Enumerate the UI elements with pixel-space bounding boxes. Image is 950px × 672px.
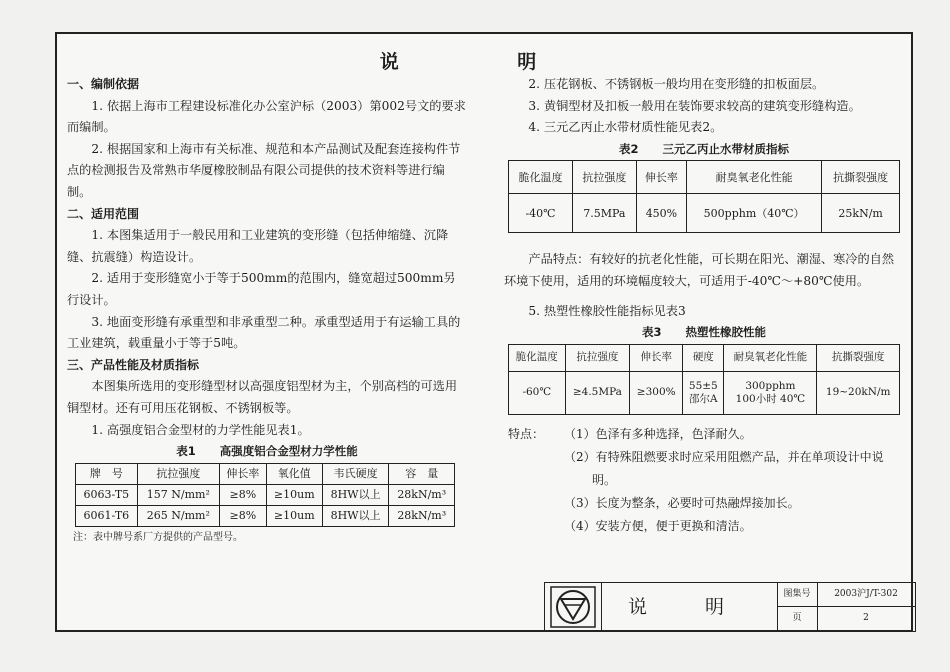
table-row — [76, 505, 455, 526]
table-cell: 6063-T5 — [76, 484, 138, 505]
logo-icon — [545, 583, 602, 631]
right-column — [504, 74, 904, 538]
table-header-row — [509, 344, 900, 371]
table-header-cell: 抗撕裂强度 — [822, 161, 900, 194]
paragraph: 本图集所选用的变形缝型材以高强度铝型材为主，个别高档的可选用铜型材。还有可用压花钢板、不锈钢板等。 — [67, 379, 458, 415]
table2 — [508, 160, 900, 233]
drawing-sheet — [55, 32, 913, 632]
table-header-cell: 抗拉强度 — [137, 463, 219, 484]
paragraph: 4. 三元乙丙止水带材质性能见表2。 — [528, 120, 723, 135]
table-cell: 28kN/m³ — [389, 484, 455, 505]
feature-item: （2）有特殊阻燃要求时应采用阻燃产品，并在单项设计中说明。 — [564, 449, 884, 487]
table-cell: 8HW以上 — [322, 505, 389, 526]
table-header-cell: 脆化温度 — [509, 344, 566, 371]
paragraph: 1. 本图集适用于一般民用和工业建筑的变形缝（包括伸缩缝、沉降缝、抗震缝）构造设计。 — [67, 228, 449, 264]
table-header-cell: 韦氏硬度 — [322, 463, 389, 484]
paragraph: 2. 适用于变形缝宽小于等于500mm的范围内，缝宽超过500mm另行设计。 — [67, 271, 456, 307]
table2-caption: 表2 三元乙丙止水带材质指标 — [618, 141, 789, 156]
table-cell: 6061-T6 — [76, 505, 138, 526]
table-header-cell: 容 量 — [389, 463, 455, 484]
table-header-cell: 抗撕裂强度 — [817, 344, 900, 371]
section-heading: 二、适用范围 — [67, 206, 140, 221]
feature-item: 特点： （1）色泽有多种选择，色泽耐久。 — [504, 423, 904, 446]
table-header-cell: 脆化温度 — [509, 161, 573, 194]
section-heading: 三、产品性能及材质指标 — [67, 357, 200, 372]
table-cell: ≥10um — [266, 505, 322, 526]
table-cell: 19~20kN/m — [817, 371, 900, 414]
table1-caption: 表1 高强度铝合金型材力学性能 — [176, 444, 358, 459]
feature-item: （3）长度为整条，必要时可热融焊接加长。 — [564, 495, 800, 510]
table-header-cell: 伸长率 — [630, 344, 683, 371]
table-header-cell: 伸长率 — [636, 161, 686, 194]
title-block-grid — [777, 583, 915, 631]
paragraph: 2. 压花钢板、不锈钢板一般均用在变形缝的扣板面层。 — [528, 77, 825, 91]
paragraph: 3. 地面变形缝有承重型和非承重型二种。承重型适用于有运输工具的工业建筑，载重量小于等于5吨。 — [67, 314, 461, 351]
paragraph: 1. 依据上海市工程建设标准化办公室沪标（2003）第002号文的要求而编制。 — [67, 98, 466, 135]
paragraph: 3. 黄铜型材及扣板一般用在装饰要求较高的建筑变形缝构造。 — [528, 98, 861, 113]
atlas-number: 2003沪J/T-302 — [834, 589, 898, 599]
table-header-cell: 伸长率 — [219, 463, 266, 484]
table-cell: 265 N/mm² — [137, 505, 219, 526]
features-label: 特点： — [508, 426, 545, 441]
table1 — [75, 463, 455, 527]
table-cell: 25kN/m — [822, 194, 900, 233]
table-cell: -60℃ — [509, 371, 566, 414]
left-column — [67, 74, 467, 548]
table-cell: 7.5MPa — [572, 194, 636, 233]
table-row — [76, 484, 455, 505]
feature-item: （4）安装方便，便于更换和清洁。 — [564, 518, 752, 533]
table-header-cell: 耐臭氧老化性能 — [686, 161, 821, 194]
table-header-cell: 氧化值 — [266, 463, 322, 484]
atlas-label: 图集号 — [783, 589, 811, 599]
title-block — [544, 582, 916, 632]
table-cell: 500pphm（40℃） — [686, 194, 821, 233]
title-block-name: 说 明 — [601, 583, 778, 631]
table-header-cell: 耐臭氧老化性能 — [724, 344, 817, 371]
table-cell: -40℃ — [509, 194, 573, 233]
paragraph: 1. 高强度铝合金型材的力学性能见表1。 — [91, 422, 310, 437]
table-header-cell: 抗拉强度 — [572, 161, 636, 194]
table-header-cell: 硬度 — [683, 344, 724, 371]
paragraph: 5. 热塑性橡胶性能指标见表3 — [528, 303, 686, 318]
paragraph: 产品特点：有较好的抗老化性能，可长期在阳光、潮湿、寒冷的自然环境下使用，适用的环境幅度较大，可适用于-40℃～+80℃使用。 — [504, 252, 895, 288]
table-cell: 55±5 邵尔A — [683, 371, 724, 414]
table3 — [508, 344, 900, 415]
page-label: 页 — [792, 613, 802, 623]
table-cell: ≥8% — [219, 484, 266, 505]
table-header-row — [76, 463, 455, 484]
table-row — [509, 194, 900, 233]
table-row — [509, 371, 900, 414]
table-cell: 450% — [636, 194, 686, 233]
table-cell: ≥8% — [219, 505, 266, 526]
table-cell: 8HW以上 — [322, 484, 389, 505]
table-cell: 300pphm 100小时 40℃ — [724, 371, 817, 414]
table-header-cell: 牌 号 — [76, 463, 138, 484]
table-cell: ≥4.5MPa — [565, 371, 630, 414]
table-note: 注：表中牌号系厂方提供的产品型号。 — [73, 531, 243, 543]
table-header-row — [509, 161, 900, 194]
table-cell: 28kN/m³ — [389, 505, 455, 526]
paragraph: 2. 根据国家和上海市有关标准、规范和本产品测试及配套连接构件节点的检测报告及常熟市华厦橡胶制品有限公司提供的技术资料等进行编制。 — [67, 141, 461, 199]
table-header-cell: 抗拉强度 — [565, 344, 630, 371]
table-cell: ≥10um — [266, 484, 322, 505]
table3-caption: 表3 热塑性橡胶性能 — [641, 325, 766, 340]
table-cell: 157 N/mm² — [137, 484, 219, 505]
page-title: 说 明 — [379, 51, 593, 73]
table-cell: ≥300% — [630, 371, 683, 414]
page-number: 2 — [863, 613, 869, 623]
features-list — [504, 423, 904, 538]
section-heading: 一、编制依据 — [67, 77, 140, 91]
